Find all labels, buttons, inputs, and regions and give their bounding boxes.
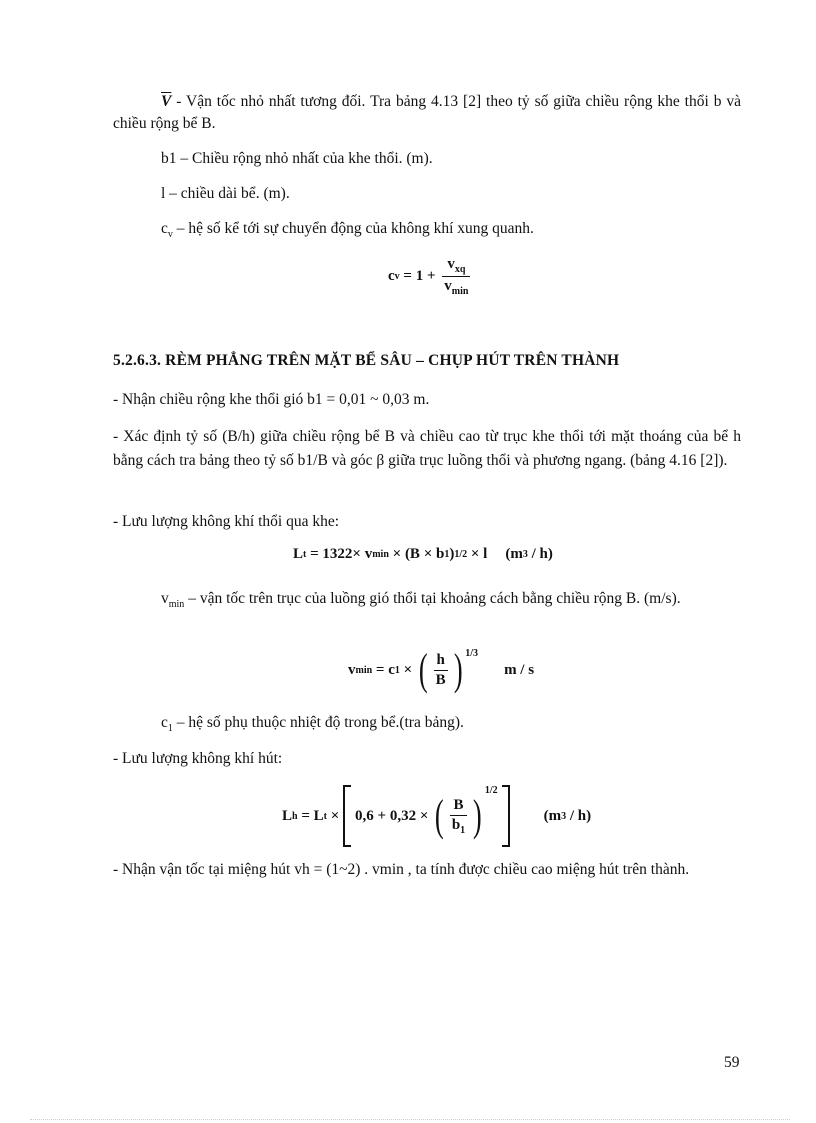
footer-divider: [30, 1119, 790, 1120]
formula-vmin-times: ×: [399, 661, 416, 678]
formula-lt: [293, 546, 553, 563]
paragraph-l: l – chiều dài bể. (m).: [161, 185, 290, 202]
formula-vmin-c-sub: 1: [394, 664, 400, 676]
paragraph-cv: [161, 218, 741, 246]
formula-lh-den-sub: 1: [460, 824, 466, 836]
formula-cv-den: v: [444, 278, 452, 294]
formula-lh: [282, 785, 591, 847]
vmin-symbol: v: [161, 590, 169, 607]
formula-lt-body3: ): [449, 546, 455, 562]
bullet-blow-flow: - Lưu lượng không khí thổi qua khe:: [113, 513, 340, 530]
formula-cv-lhs: c: [388, 268, 395, 284]
formula-lt-unit-post: / h): [527, 546, 553, 562]
formula-vmin-paren-group: ( $\frac{h}{B}$ ): [418, 645, 463, 694]
paragraph-b1: b1 – Chiều rộng nhỏ nhất của khe thổi. (m).: [161, 150, 433, 167]
formula-lt-body1: = 1322× v: [306, 546, 373, 562]
formula-lh-unit-pre: (m: [543, 807, 562, 824]
formula-lt-unit-exp: 3: [522, 549, 528, 560]
formula-lt-lhs: L: [293, 546, 304, 562]
formula-lh-paren-group: ( $\frac{B}{b_1}$ ): [435, 791, 482, 840]
formula-cv-num-sub: xq: [454, 264, 466, 275]
paragraph-relative-velocity: [113, 91, 741, 135]
formula-lh-unit-exp: 3: [561, 810, 567, 822]
formula-vmin-eq: = c: [372, 661, 395, 678]
paragraph-cv-text: – hệ số kể tới sự chuyển động của không khí xung quanh.: [172, 220, 534, 237]
formula-lt-body4: × l: [467, 546, 488, 562]
cv-symbol: c: [161, 220, 168, 237]
paragraph-c1-text: – hệ số phụ thuộc nhiệt độ trong bể.(tra bảng).: [172, 714, 464, 731]
page-number: 59: [724, 1054, 740, 1071]
formula-lh-den: b: [451, 816, 461, 833]
v-bar-symbol: $\overline{V}$: [161, 93, 172, 110]
formula-lt-v-sub: min: [372, 549, 389, 560]
bullet-suction-velocity: - Nhận vận tốc tại miệng hút vh = (1~2) . vmin , ta tính được chiều cao miệng hút trên thành.: [113, 861, 690, 878]
formula-lh-inner: 0,6 + 0,32 ×: [355, 807, 433, 824]
c1-subscript: 1: [167, 723, 173, 734]
formula-lt-unit-pre: (m: [505, 546, 523, 562]
vmin-subscript: min: [168, 599, 185, 610]
paragraph-relative-velocity-text: - Vận tốc nhỏ nhất tương đối. Tra bảng 4.13 [2] theo tỷ số giữa chiều rộng khe thổi b và chiều rộng bể B.: [113, 93, 741, 132]
formula-cv-eq: = 1 +: [399, 268, 440, 284]
formula-vmin-lhs-sub: min: [355, 664, 373, 676]
formula-lh-unit-post: / h): [566, 807, 592, 824]
c1-symbol: c: [161, 714, 168, 731]
formula-vmin-fraction: [434, 652, 448, 689]
formula-lh-lt-sub: t: [323, 810, 327, 822]
formula-lh-exp: 1/2: [484, 785, 498, 796]
formula-lt-exp: 1/2: [454, 549, 468, 560]
section-heading: 5.2.6.3. RÈM PHẲNG TRÊN MẶT BỂ SÂU – CHỤP HÚT TRÊN THÀNH: [113, 352, 620, 369]
formula-lh-left-bracket: [343, 785, 351, 847]
bullet-ratio: - Xác định tỷ số (B/h) giữa chiều rộng bể B và chiều cao từ trục khe thổi tới mặt thoáng của bể h bằng cách tra bảng theo tỷ số b1/B và góc β giữa trục luồng thổi và phương ngang. (bảng 4.16 [2]).: [113, 428, 741, 469]
bullet-exhaust-flow: - Lưu lượng không khí hút:: [113, 750, 283, 767]
paragraph-c1: [161, 712, 741, 740]
formula-lh-times: ×: [326, 807, 344, 824]
paragraph-vmin: [113, 588, 741, 616]
formula-vmin-unit: m / s: [504, 661, 535, 678]
formula-vmin-lhs: v: [348, 661, 356, 678]
formula-cv-num: v: [447, 256, 455, 272]
formula-lt-b-sub: 1: [444, 549, 450, 560]
formula-cv-den-sub: min: [451, 286, 469, 297]
formula-cv-lhs-sub: v: [394, 271, 400, 282]
formula-cv-fraction: [442, 256, 470, 297]
formula-cv: [388, 256, 473, 297]
cv-subscript: v: [167, 229, 173, 240]
formula-lh-fraction: [450, 797, 467, 836]
formula-lh-eq: = L: [297, 807, 324, 824]
bullet-slot-width: - Nhận chiều rộng khe thổi gió b1 = 0,01 ~ 0,03 m.: [113, 391, 430, 408]
formula-vmin: [348, 645, 535, 694]
formula-lh-right-bracket: [502, 785, 510, 847]
formula-lt-lhs-sub: t: [303, 549, 307, 560]
formula-lt-body2: × (B × b: [388, 546, 445, 562]
formula-lh-lhs-sub: h: [292, 810, 298, 822]
paragraph-vmin-text: – vận tốc trên trục của luồng gió thổi tại khoảng cách bằng chiều rộng B. (m/s).: [184, 590, 681, 607]
formula-lh-lhs: L: [282, 807, 293, 824]
formula-vmin-exp: 1/3: [465, 648, 479, 659]
formula-vmin-den: B: [435, 671, 446, 688]
formula-vmin-num: h: [436, 651, 445, 668]
formula-lh-num: B: [453, 796, 464, 813]
